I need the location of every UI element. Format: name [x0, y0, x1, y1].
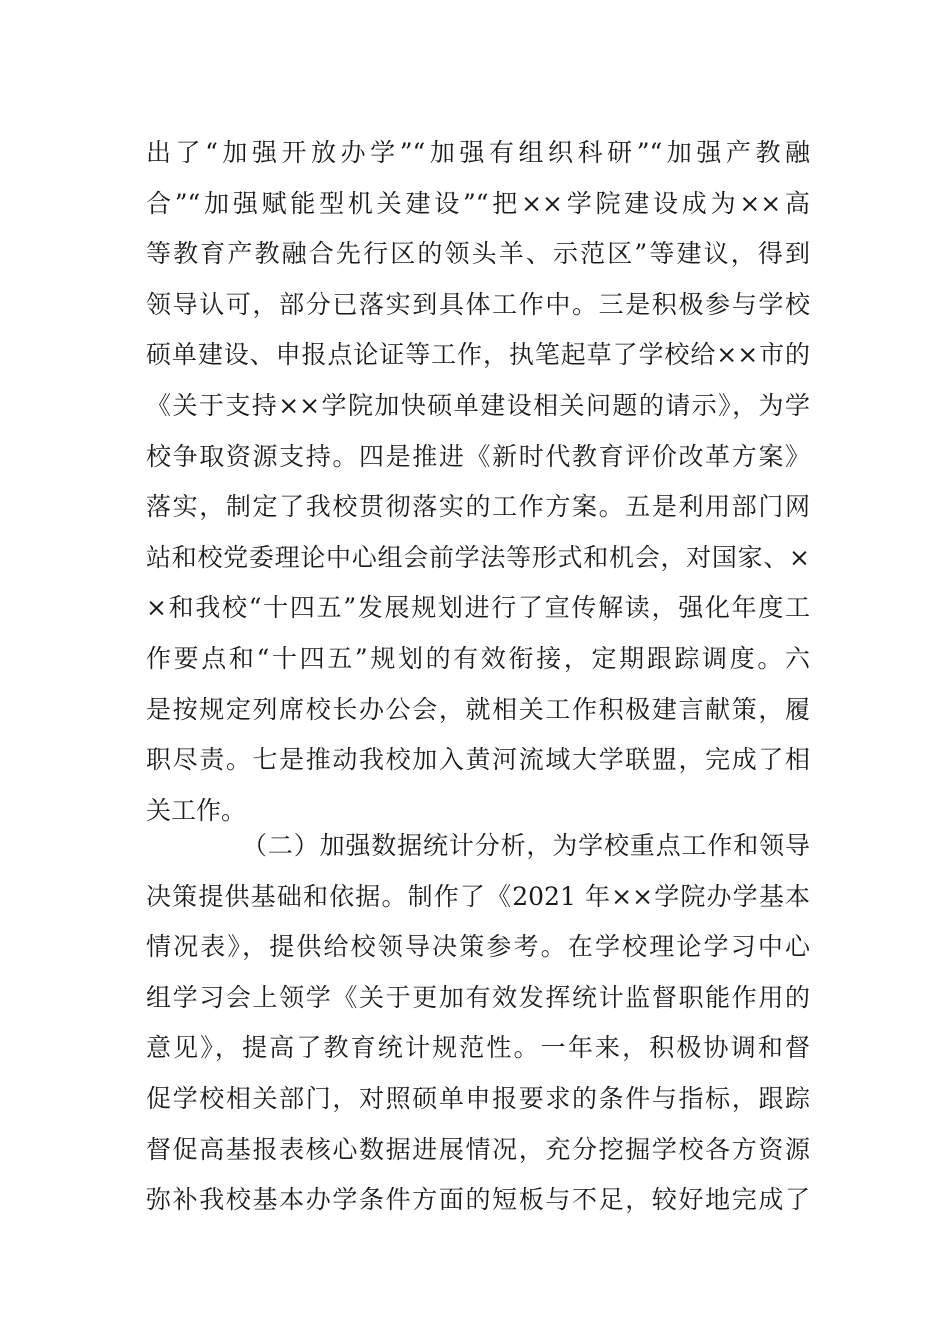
paragraph-1 — [146, 128, 810, 836]
paragraph-2 — [146, 821, 810, 1226]
text-line: 情况表》，提供给校领导决策参考。在学校理论学习中心 — [146, 932, 810, 962]
text-line: ×和我校“十四五”发展规划进行了宣传解读，强化年度工 — [146, 593, 810, 623]
text-line: 意见》，提高了教育统计规范性。一年来，积极协调和督 — [146, 1033, 810, 1063]
text-line: 作要点和“十四五”规划的有效衔接，定期跟踪调度。六 — [146, 643, 810, 673]
text-line: 决策提供基础和依据。制作了《2021 年××学院办学基本 — [146, 881, 810, 911]
text-line: 是按规定列席校长办公会，就相关工作积极建言献策，履 — [146, 694, 810, 724]
text-line: 弥补我校基本办学条件方面的短板与不足，较好地完成了 — [146, 1185, 810, 1215]
text-line: 硕单建设、申报点论证等工作，执笔起草了学校给××市的 — [146, 340, 810, 370]
text-line: 出了“加强开放办学”“加强有组织科研”“加强产教融 — [146, 138, 810, 167]
text-line: 等教育产教融合先行区的领头羊、示范区”等建议，得到 — [146, 239, 810, 269]
text-line: 合”“加强赋能型机关建设”“把××学院建设成为××高 — [146, 188, 810, 218]
text-line: 促学校相关部门，对照硕单申报要求的条件与指标，跟踪 — [146, 1083, 810, 1113]
text-line: 组学习会上领学《关于更加有效发挥统计监督职能作用的 — [146, 982, 810, 1012]
text-line: 校争取资源支持。四是推进《新时代教育评价改革方案》 — [146, 441, 810, 471]
text-line: 落实，制定了我校贯彻落实的工作方案。五是利用部门网 — [146, 492, 810, 522]
text-line: （二）加强数据统计分析，为学校重点工作和领导 — [242, 831, 810, 860]
text-line: 督促高基报表核心数据进展情况，充分挖掘学校各方资源 — [146, 1134, 810, 1164]
text-line: 《关于支持××学院加快硕单建设相关问题的请示》，为学 — [146, 390, 810, 420]
text-line: 关工作。 — [146, 795, 247, 825]
text-line: 领导认可，部分已落实到具体工作中。三是积极参与学校 — [146, 289, 810, 319]
text-line: 职尽责。七是推动我校加入黄河流域大学联盟，完成了相 — [146, 745, 810, 775]
text-line: 站和校党委理论中心组会前学法等形式和机会，对国家、× — [146, 542, 810, 572]
